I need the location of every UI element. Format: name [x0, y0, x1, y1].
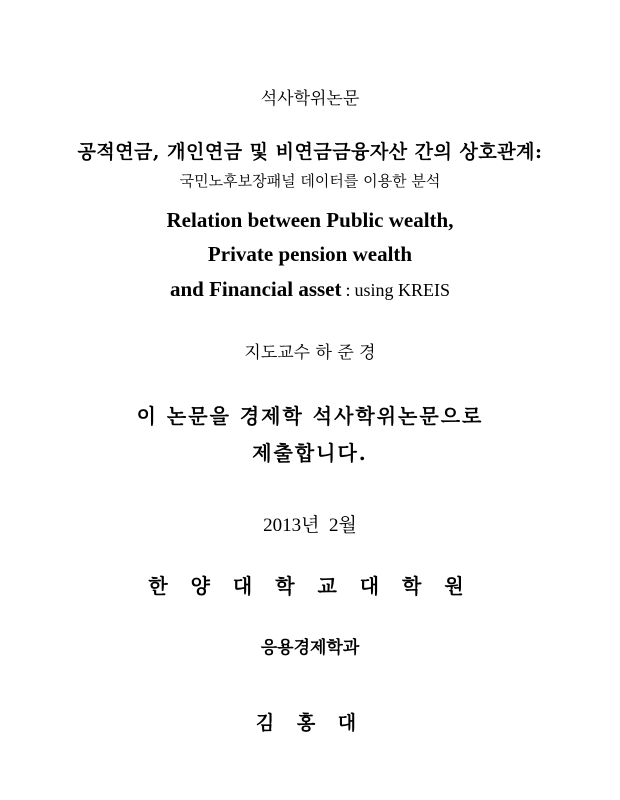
submission-statement-line-1: 이 논문을 경제학 석사학위논문으로 [136, 404, 484, 428]
english-title-line-3-tail: using KREIS [354, 280, 451, 300]
korean-subtitle: 국민노후보장패널 데이터를 이용한 분석 [179, 172, 441, 190]
university-name: 한 양 대 학 교 대 학 원 [148, 574, 472, 598]
author-name: 김 홍 대 [255, 712, 365, 734]
advisor-name: 지도교수 하 준 경 [244, 343, 376, 363]
submission-statement-line-2: 제출합니다. [252, 441, 368, 465]
english-title-line-3-main: and Financial asset [169, 277, 342, 301]
korean-title: 공적연금, 개인연금 및 비연금금융자산 간의 상호관계: [77, 141, 543, 163]
degree-label: 석사학위논문 [260, 89, 360, 109]
english-title-line-3 [0, 277, 620, 302]
department-name: 응용경제학과 [260, 638, 360, 658]
english-title-line-1: Relation between Public wealth, [166, 208, 454, 232]
english-title-separator: : [345, 280, 351, 300]
submission-date: 2013년 2월 [263, 515, 357, 536]
english-title-line-2: Private pension wealth [207, 242, 413, 266]
